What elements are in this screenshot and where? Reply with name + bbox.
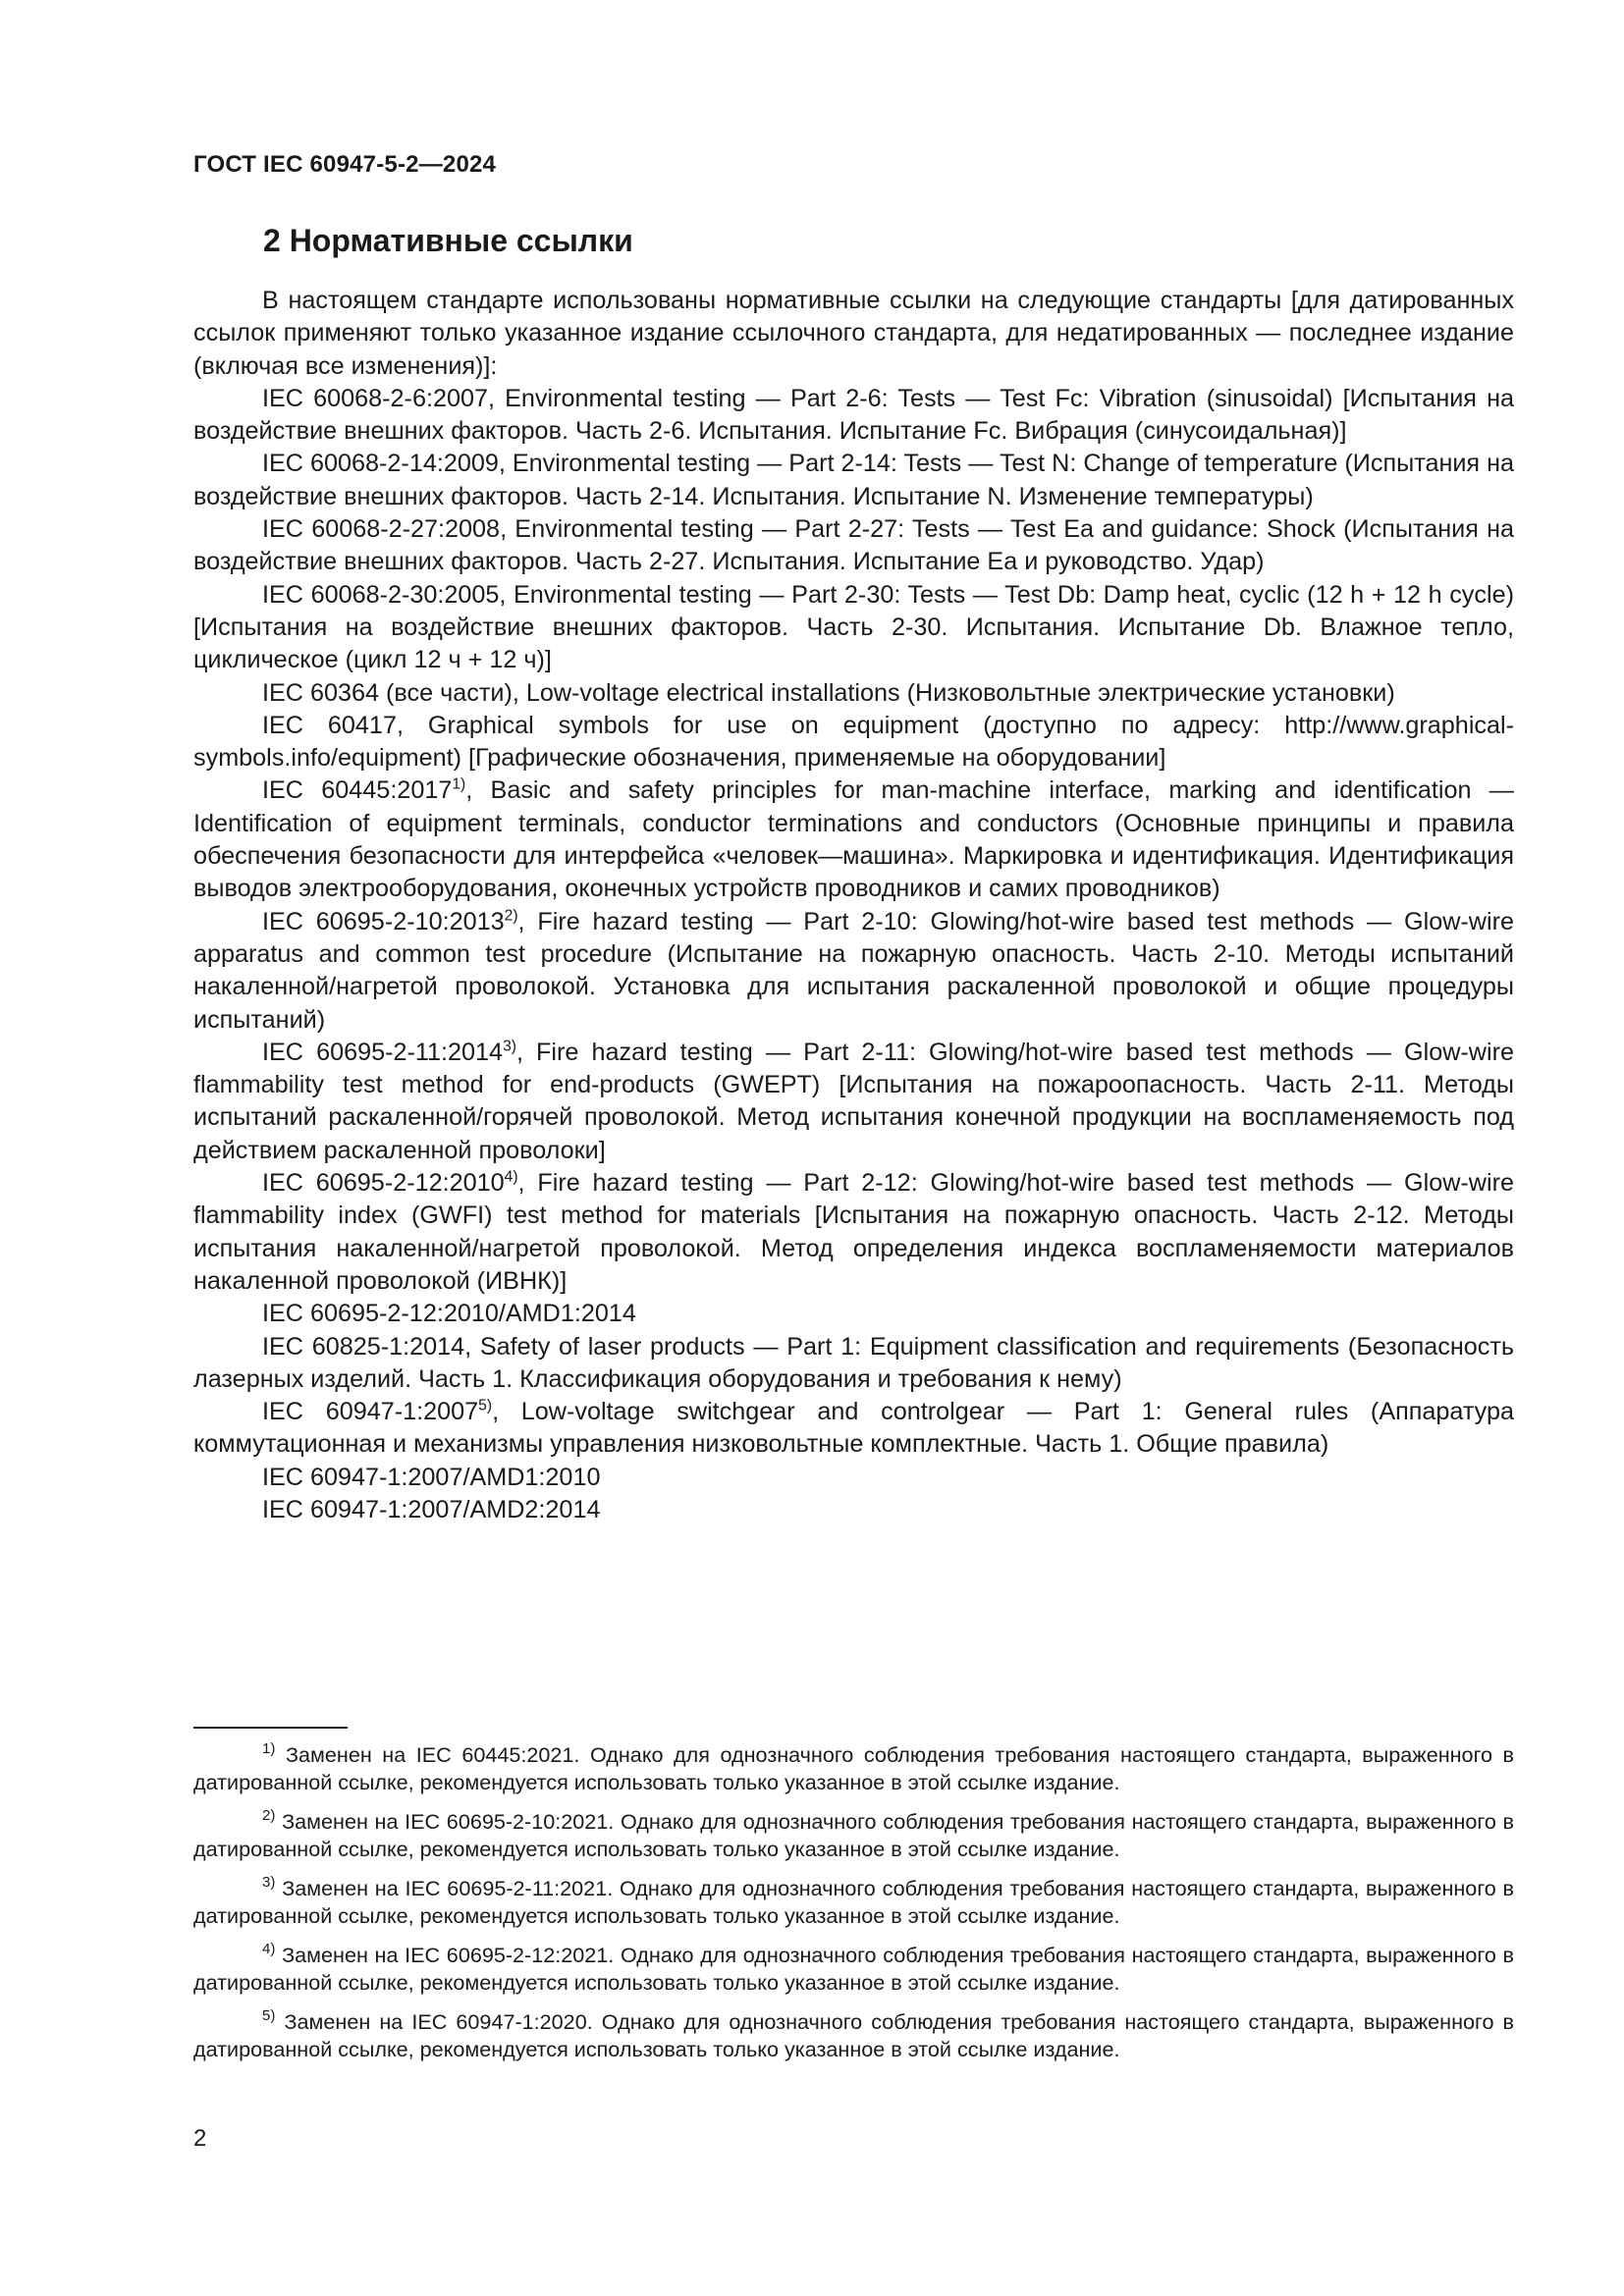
reference-entry: IEC 60417, Graphical symbols for use on equipment (доступно по адресу: http://www.graphical-symbols.info/equipment) [Графические обозначения, применяемые на оборудовании] — [193, 711, 1514, 773]
footnotes — [193, 1741, 1514, 2075]
footnote-text: Заменен на IEC 60695-2-11:2021. Однако для однозначного соблюдения требования настоящего стандарта, выраженного в датированной ссылке, рекомендуется использовать только указанное в этой ссылке издание. — [193, 1876, 1514, 1928]
running-header: ГОСТ IEC 60947-5-2—2024 — [193, 151, 497, 178]
reference-entry — [193, 1396, 1514, 1462]
reference-title: , Fire hazard testing — Part 2-10: Glowing/hot-wire based test methods — Glow-wire apparatus and common test procedure (Испытание на пожарную опасность. Часть 2-10. Методы испытаний накаленной/нагретой проволокой. Установка для испытания раскаленной проволокой и общие процедуры испытаний) — [193, 907, 1514, 1034]
footnote-mark: 3) — [262, 1873, 276, 1891]
footnote-marker: 3) — [503, 1038, 516, 1055]
footnote-marker: 2) — [504, 907, 518, 925]
reference-entry: IEC 60947-1:2007/AMD1:2010 — [262, 1463, 601, 1491]
footnote-mark: 1) — [262, 1739, 276, 1757]
page-number: 2 — [193, 2125, 207, 2152]
footnote-mark: 2) — [262, 1806, 276, 1824]
footnote-separator — [193, 1727, 348, 1729]
reference-entry: IEC 60364 (все части), Low-voltage electrical installations (Низковольтные электрические установки) — [262, 678, 1395, 707]
reference-code: IEC 60445:2017 — [262, 776, 453, 805]
footnote-text: Заменен на IEC 60695-2-12:2021. Однако для однозначного соблюдения требования настоящего стандарта, выраженного в датированной ссылке, рекомендуется использовать только указанное в этой ссылке издание. — [193, 1943, 1514, 1995]
references-body — [193, 285, 1514, 1526]
reference-title: , Fire hazard testing — Part 2-12: Glowing/hot-wire based test methods — Glow-wire flammability index (GWFI) test method for materials [Испытания на пожарную опасность. Часть 2-12. Методы испытания накаленной/нагретой проволокой. Метод определения индекса воспламеняемости материалов накаленной проволокой (ИВНК)] — [193, 1169, 1514, 1295]
footnote — [193, 1808, 1514, 1863]
intro-paragraph: В настоящем стандарте использованы нормативные ссылки на следующие стандарты [для датированных ссылок применяют только указанное издание ссылочного стандарта, для недатированных — последнее издание (включая все изменения)]: — [193, 287, 1514, 380]
reference-title: , Basic and safety principles for man-machine interface, marking and identification — Identification of equipment terminals, conductor terminations and conductors (Основные принципы и правила обеспечения безопасности для интерфейса «человек—машина». Маркировка и идентификация. Идентификация выводов электрооборудования, оконечных устройств проводников и самих проводников) — [193, 776, 1514, 903]
reference-code: IEC 60947-1:2007 — [262, 1398, 479, 1426]
reference-code: IEC 60695-2-12:2010 — [262, 1169, 505, 1198]
reference-title: , Low-voltage switchgear and controlgear — Part 1: General rules (Аппаратура коммутационная и механизмы управления низковольтные комплектные. Часть 1. Общие правила) — [193, 1398, 1515, 1459]
reference-entry: IEC 60825-1:2014, Safety of laser products — Part 1: Equipment classification and requirements (Безопасность лазерных изделий. Часть 1. Классификация оборудования и требования к нему) — [193, 1332, 1514, 1393]
reference-entry: IEC 60068-2-6:2007, Environmental testing — Part 2-6: Tests — Test Fc: Vibration (sinusoidal) [Испытания на воздействие внешних факторов. Часть 2-6. Испытания. Испытание Fc. Вибрация (синусоидальная)] — [193, 384, 1514, 446]
footnote-marker: 1) — [452, 776, 466, 794]
reference-code: IEC 60695-2-11:2014 — [262, 1038, 504, 1066]
footnote — [193, 1741, 1514, 1796]
reference-entry: IEC 60068-2-27:2008, Environmental testing — Part 2-27: Tests — Test Ea and guidance: Shock (Испытания на воздействие внешних факторов. Часть 2-27. Испытания. Испытание Ea и руководство. Удар) — [193, 515, 1514, 576]
footnote-mark: 5) — [262, 2006, 276, 2024]
footnote-marker: 5) — [478, 1397, 493, 1415]
footnote — [193, 1875, 1514, 1930]
section-title: 2 Нормативные ссылки — [263, 223, 633, 258]
footnote-text: Заменен на IEC 60695-2-10:2021. Однако для однозначного соблюдения требования настоящего стандарта, выраженного в датированной ссылке, рекомендуется использовать только указанное в этой ссылке издание. — [193, 1809, 1514, 1861]
reference-entry — [193, 1037, 1514, 1167]
reference-code: IEC 60695-2-10:2013 — [262, 907, 505, 935]
footnote-text: Заменен на IEC 60947-1:2020. Однако для однозначного соблюдения требования настоящего стандарта, выраженного в датированной ссылке, рекомендуется использовать только указанное в этой ссылке издание. — [193, 2009, 1514, 2061]
footnote-marker: 4) — [504, 1168, 518, 1186]
reference-entry — [193, 1167, 1514, 1298]
reference-entry — [193, 906, 1514, 1037]
reference-entry: IEC 60068-2-30:2005, Environmental testing — Part 2-30: Tests — Test Db: Damp heat, cyclic (12 h + 12 h cycle) [Испытания на воздействие внешних факторов. Часть 2-30. Испытания. Испытание Db. Влажное тепло, циклическое (цикл 12 ч + 12 ч)] — [193, 580, 1514, 674]
footnote-text: Заменен на IEC 60445:2021. Однако для однозначного соблюдения требования настоящего стандарта, выраженного в датированной ссылке, рекомендуется использовать только указанное в этой ссылке издание. — [193, 1742, 1514, 1794]
reference-title: , Fire hazard testing — Part 2-11: Glowing/hot-wire based test methods — Glow-wire flammability test method for end-products (GWEPT) [Испытания на пожароопасность. Часть 2-11. Методы испытаний раскаленной/горячей проволокой. Метод испытания конечной продукции на воспламеняемость под действием раскаленной проволоки] — [193, 1038, 1514, 1164]
reference-entry: IEC 60947-1:2007/AMD2:2014 — [262, 1495, 601, 1523]
reference-entry — [193, 774, 1514, 905]
footnote — [193, 1942, 1514, 1997]
footnote — [193, 2008, 1514, 2063]
footnote-mark: 4) — [262, 1940, 276, 1957]
reference-entry: IEC 60695-2-12:2010/AMD1:2014 — [262, 1300, 636, 1328]
reference-entry: IEC 60068-2-14:2009, Environmental testing — Part 2-14: Tests — Test N: Change of temperature (Испытания на воздействие внешних факторов. Часть 2-14. Испытания. Испытание N. Изменение температуры) — [193, 450, 1514, 510]
